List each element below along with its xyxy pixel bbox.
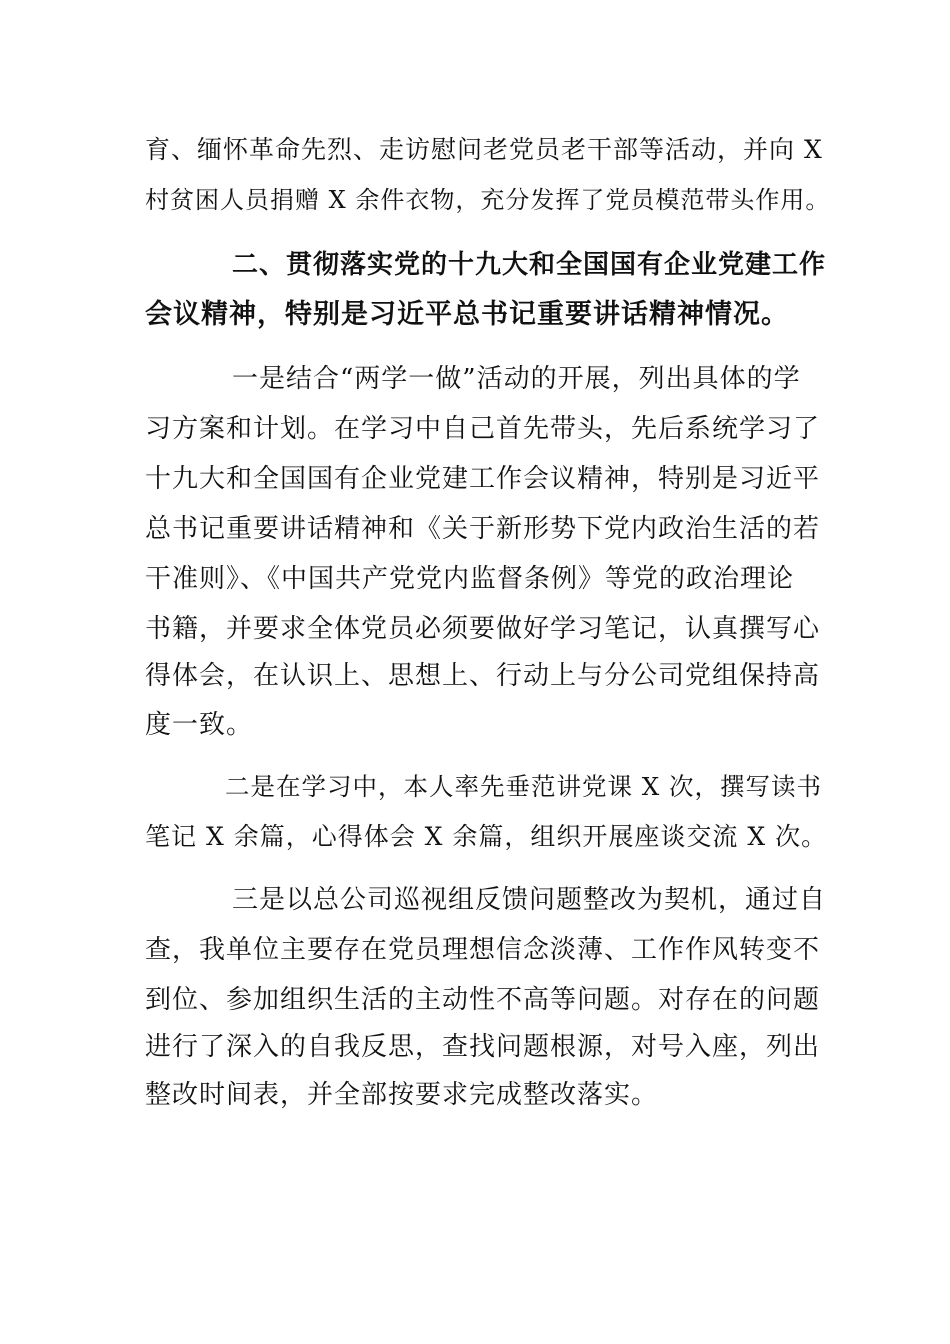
text-line: 二是在学习中，本人率先垂范讲党课 X 次，撰写读书 bbox=[225, 772, 823, 801]
text-line: 得体会，在认识上、思想上、行动上与分公司党组保持高 bbox=[145, 661, 821, 691]
text-line: 习方案和计划。在学习中自己首先带头，先后系统学习了 bbox=[145, 414, 821, 444]
heading-line: 会议精神，特别是习近平总书记重要讲话精神情况。 bbox=[145, 299, 789, 330]
text-line: 查，我单位主要存在党员理想信念淡薄、工作作风转变不 bbox=[145, 935, 821, 965]
text-line: 村贫困人员捐赠 X 余件衣物，充分发挥了党员模范带头作用。 bbox=[145, 186, 831, 214]
text-line: 育、缅怀革命先烈、走访慰问老党员老干部等活动，并向 X bbox=[145, 135, 823, 164]
text-line: 十九大和全国国有企业党建工作会议精神，特别是习近平 bbox=[145, 464, 821, 494]
text-line: 度一致。 bbox=[145, 710, 254, 740]
text-line: 一是结合“两学一做”活动的开展，列出具体的学 bbox=[232, 364, 801, 394]
text-line: 总书记重要讲话精神和《关于新形势下党内政治生活的若 bbox=[145, 514, 821, 544]
text-line: 笔记 X 余篇，心得体会 X 余篇，组织开展座谈交流 X 次。 bbox=[145, 822, 828, 851]
text-line: 书籍，并要求全体党员必须要做好学习笔记，认真撰写心 bbox=[145, 614, 821, 644]
text-line: 进行了深入的自我反思，查找问题根源，对号入座，列出 bbox=[145, 1032, 821, 1062]
text-line: 三是以总公司巡视组反馈问题整改为契机，通过自 bbox=[232, 885, 827, 915]
heading-line: 二、贯彻落实党的十九大和全国国有企业党建工作 bbox=[232, 250, 827, 280]
text-line: 整改时间表，并全部按要求完成整改落实。 bbox=[145, 1080, 659, 1110]
text-line: 到位、参加组织生活的主动性不高等问题。对存在的问题 bbox=[145, 985, 821, 1015]
text-line: 干准则》、《中国共产党党内监督条例》等党的政治理论 bbox=[145, 564, 795, 594]
